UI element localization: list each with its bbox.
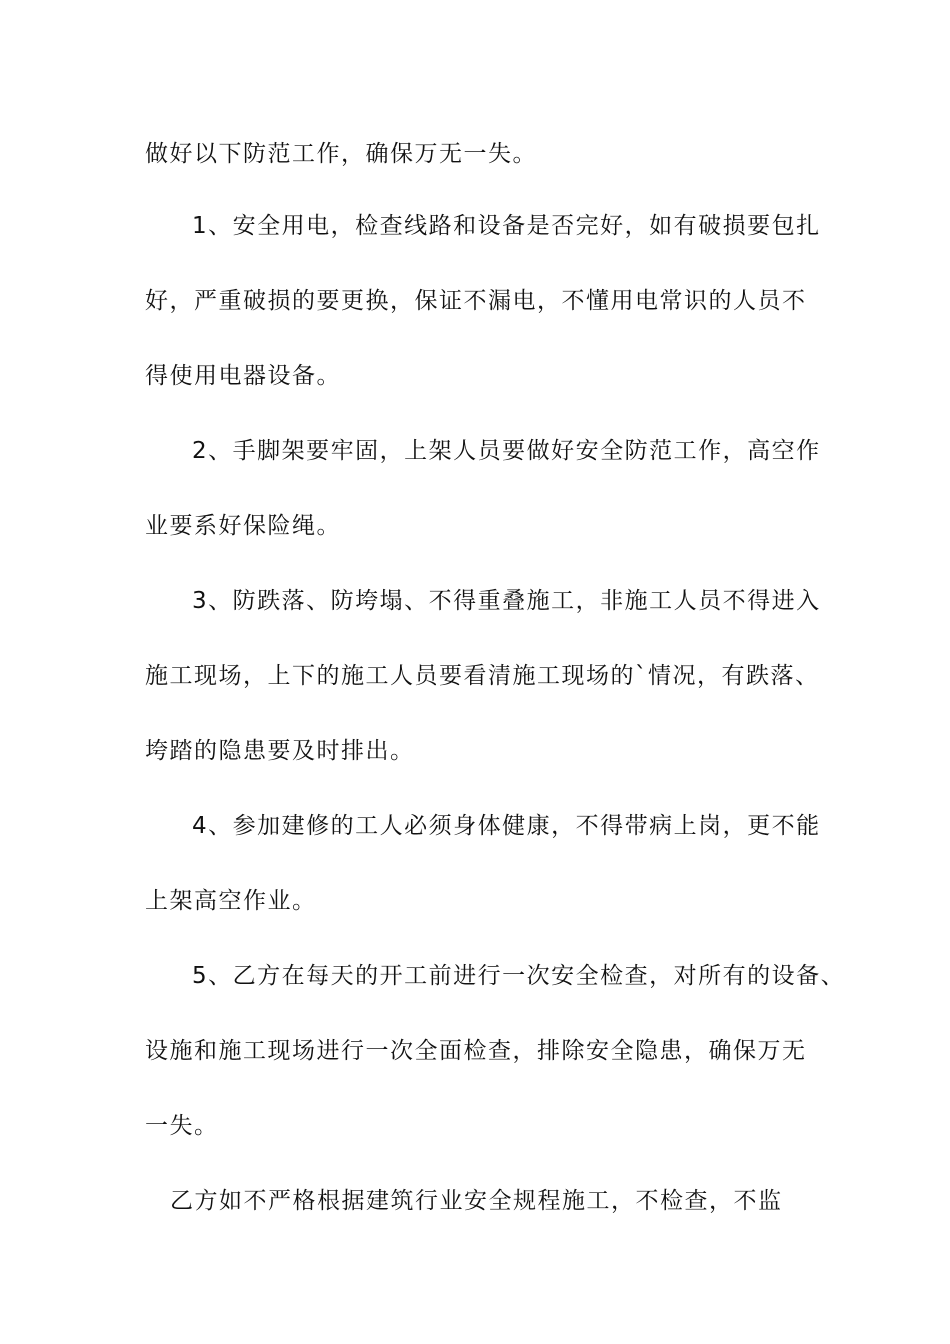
text-line: 5、乙方在每天的开工前进行一次安全检查，对所有的设备、 [192,963,846,989]
text-line: 3、防跌落、防垮塌、不得重叠施工，非施工人员不得进入 [192,588,821,614]
text-line: 4、参加建修的工人必须身体健康，不得带病上岗，更不能 [192,813,821,839]
text-line: 施工现场，上下的施工人员要看清施工现场的`情况，有跌落、 [145,663,820,689]
text-line: 乙方如不严格根据建筑行业安全规程施工，不检查，不监 [170,1188,783,1214]
text-line: 2、手脚架要牢固，上架人员要做好安全防范工作，高空作 [192,438,821,464]
text-line: 垮踏的隐患要及时排出。 [145,738,415,764]
text-line: 做好以下防范工作，确保万无一失。 [145,141,537,167]
text-line: 设施和施工现场进行一次全面检查，排除安全隐患，确保万无 [145,1038,807,1064]
text-line: 1、安全用电，检查线路和设备是否完好，如有破损要包扎 [192,213,821,239]
text-line: 上架高空作业。 [145,888,317,914]
text-line: 一失。 [145,1113,219,1139]
text-line: 好，严重破损的要更换，保证不漏电，不懂用电常识的人员不 [145,288,807,314]
text-line: 得使用电器设备。 [145,363,341,389]
text-line: 业要系好保险绳。 [145,513,341,539]
